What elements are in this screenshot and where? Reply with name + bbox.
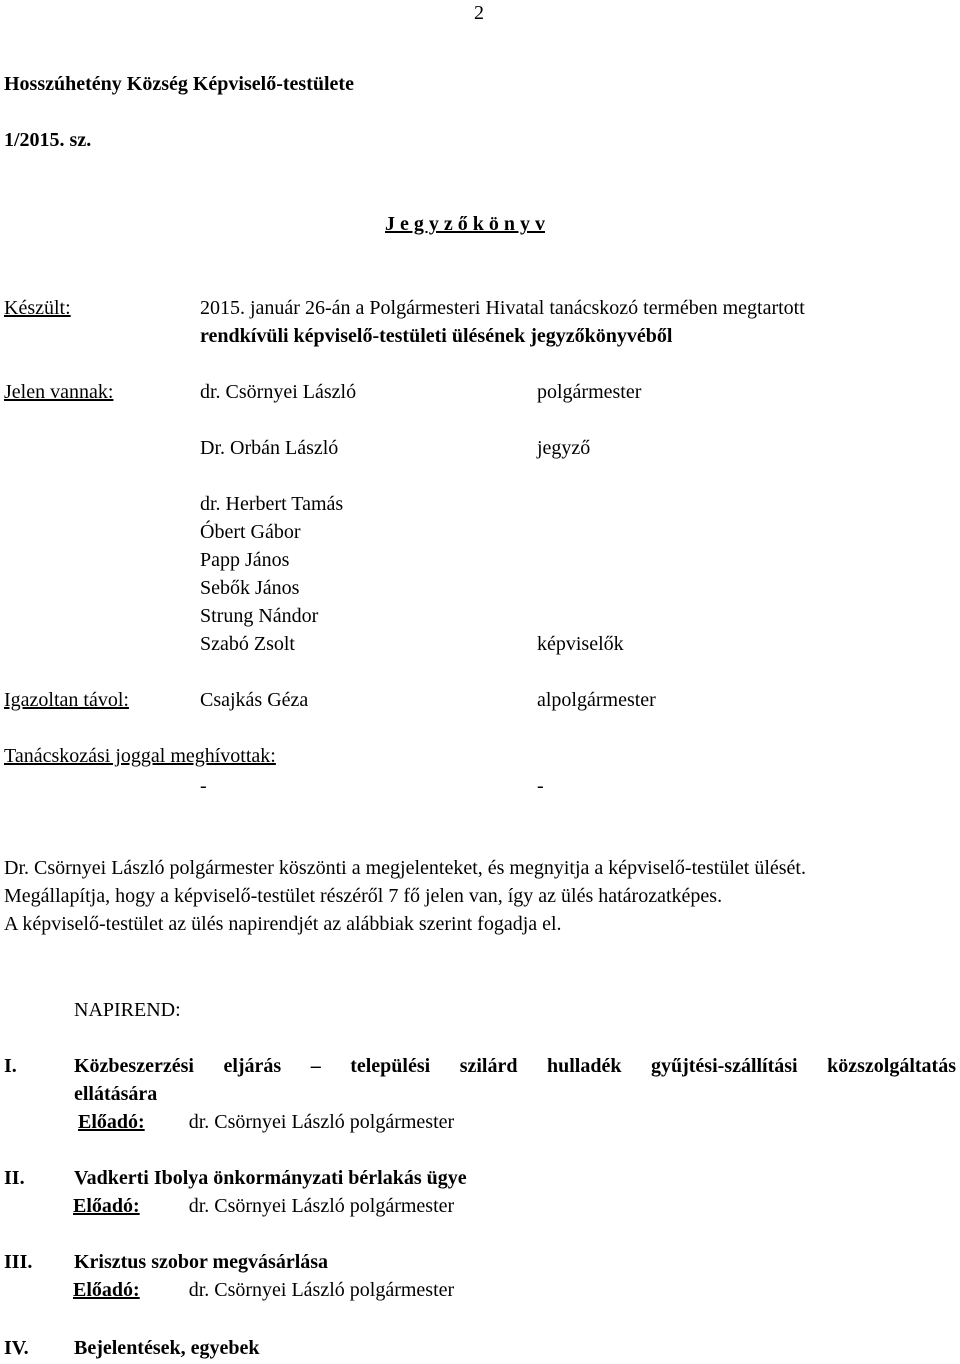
absent-label-text: Igazoltan távol: — [4, 689, 129, 711]
absent-role: alpolgármester — [537, 689, 656, 711]
invited-label-text: Tanácskozási joggal meghívottak: — [4, 745, 276, 767]
member-name: Strung Nándor — [200, 605, 319, 627]
member-name: Papp János — [200, 549, 290, 571]
mayor-role: polgármester — [537, 381, 642, 403]
members-role: képviselők — [537, 633, 624, 655]
keszult-line-2: rendkívüli képviselő-testületi ülésének jegyzőkönyvéből — [200, 325, 673, 347]
member-name: dr. Herbert Tamás — [200, 493, 344, 515]
agenda-item-title-line-2: ellátására — [74, 1083, 158, 1105]
organization-name: Hosszúhetény Község Képviselő-testülete — [4, 73, 354, 95]
intro-line-3: A képviselő-testület az ülés napirendjét az alábbiak szerint fogadja el. — [4, 913, 562, 935]
presenter-name: dr. Csörnyei László polgármester — [188, 1111, 455, 1133]
invited-dash-role: - — [537, 775, 544, 797]
presenter-label: Előadó: — [73, 1279, 140, 1301]
agenda-item-title: Vadkerti Ibolya önkormányzati bérlakás ügye — [74, 1167, 467, 1189]
agenda-item-number: I. — [4, 1055, 17, 1077]
presenter-label: Előadó: — [78, 1111, 145, 1133]
document-title: J e g y z ő k ö n y v — [385, 213, 545, 235]
present-label-text: Jelen vannak: — [4, 381, 114, 403]
document-number: 1/2015. sz. — [4, 129, 92, 151]
agenda-item-title: Bejelentések, egyebek — [74, 1337, 260, 1359]
presenter-label: Előadó: — [73, 1195, 140, 1217]
member-name: Sebők János — [200, 577, 300, 599]
agenda-item-number: III. — [4, 1251, 33, 1273]
intro-line-2: Megállapítja, hogy a képviselő-testület részéről 7 fő jelen van, így az ülés határozatképes. — [4, 885, 723, 907]
agenda-heading: NAPIREND: — [74, 999, 181, 1021]
absent-label — [4, 686, 129, 714]
presenter-name: dr. Csörnyei László polgármester — [188, 1195, 455, 1217]
intro-line-1: Dr. Csörnyei László polgármester köszönti a megjelenteket, és megnyitja a képviselő-testület ülését. — [4, 857, 806, 879]
notary-role: jegyző — [537, 437, 591, 459]
member-name: Szabó Zsolt — [200, 633, 295, 655]
presenter-name: dr. Csörnyei László polgármester — [188, 1279, 455, 1301]
agenda-item-title: Krisztus szobor megvásárlása — [74, 1251, 329, 1273]
member-list — [200, 490, 343, 658]
keszult-line-1: 2015. január 26-án a Polgármesteri Hivatal tanácskozó termében megtartott — [200, 297, 805, 319]
page-number: 2 — [474, 2, 484, 24]
mayor-name: dr. Csörnyei László — [200, 381, 357, 403]
invited-label — [4, 742, 276, 770]
notary-name: Dr. Orbán László — [200, 437, 339, 459]
keszult-label-text: Készült: — [4, 297, 71, 319]
agenda-item-number: II. — [4, 1167, 25, 1189]
invited-dash-name: - — [200, 775, 207, 797]
agenda-item-presenter — [78, 1108, 454, 1136]
agenda-item-title-line-1: Közbeszerzési eljárás – települési szilárd hulladék gyűjtési-szállítási közszolgáltatás — [74, 1055, 956, 1077]
agenda-item-presenter — [73, 1192, 454, 1220]
absent-name: Csajkás Géza — [200, 689, 309, 711]
agenda-item-presenter — [73, 1276, 454, 1304]
present-label — [4, 378, 113, 406]
agenda-item-number: IV. — [4, 1337, 29, 1359]
keszult-label — [4, 294, 71, 322]
member-name: Óbert Gábor — [200, 521, 301, 543]
